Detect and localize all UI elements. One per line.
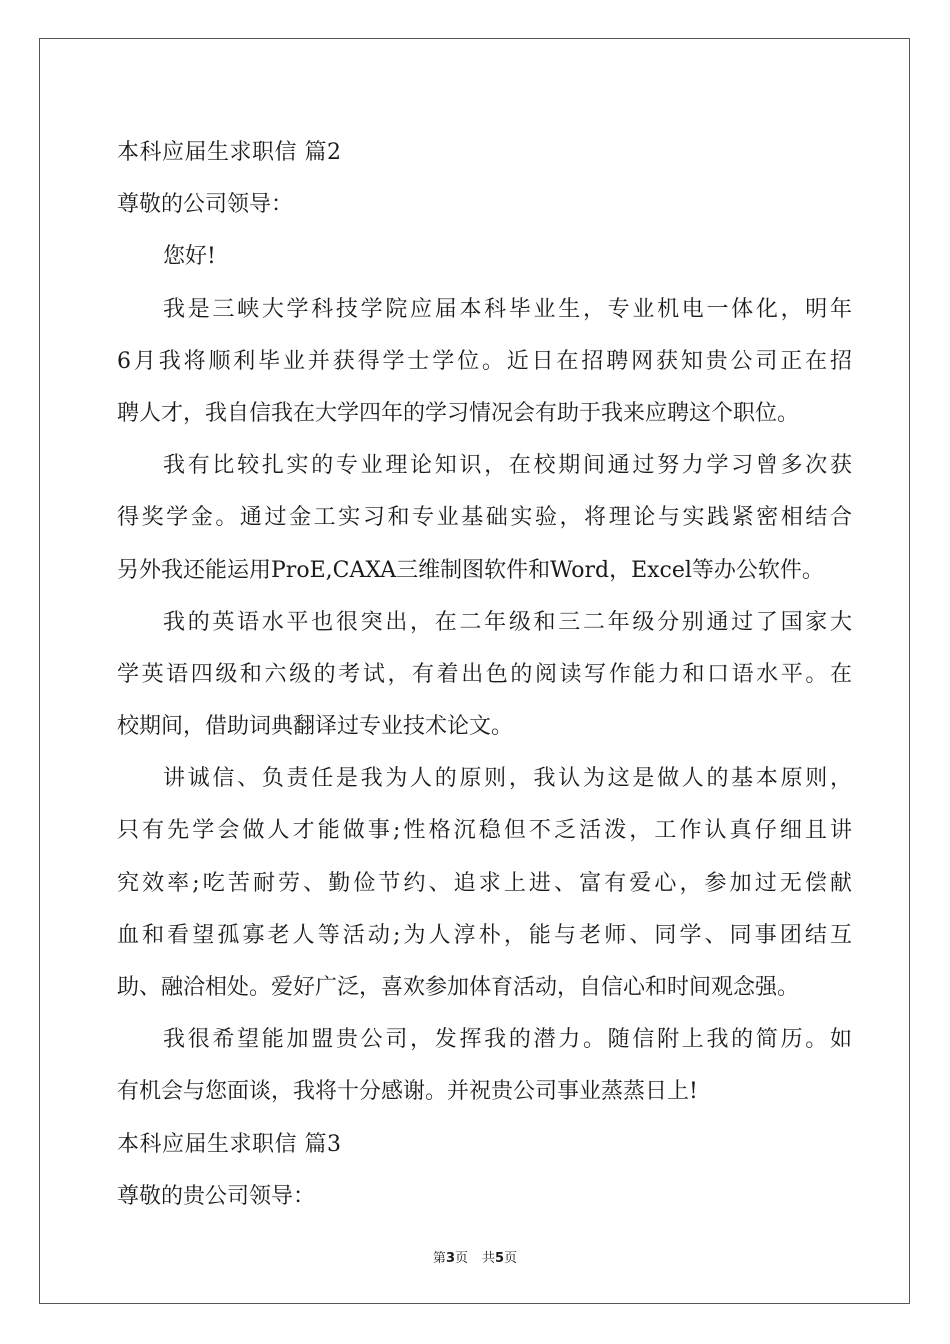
paragraph-2-line-1: 我有比较扎实的专业理论知识，在校期间通过努力学习曾多次获 (163, 453, 852, 479)
section-heading-2: 本科应届生求职信 篇2 (117, 140, 342, 165)
paragraph-1-line-2: 6月我将顺利毕业并获得学士学位。近日在招聘网获知贵公司正在招 (117, 348, 852, 374)
greeting: 您好! (163, 244, 216, 270)
paragraph-5-line-1: 我很希望能加盟贵公司，发挥我的潜力。随信附上我的简历。如 (163, 1027, 852, 1053)
paragraph-3-line-1: 我的英语水平也很突出，在二年级和三二年级分别通过了国家大 (163, 609, 852, 635)
footer-total-prefix: 共 (482, 1251, 496, 1266)
paragraph-4-line-4: 血和看望孤寡老人等活动;为人淳朴，能与老师、同学、同事团结互 (117, 922, 852, 948)
letter-body (117, 127, 852, 1223)
footer-page-suffix: 页 (454, 1251, 468, 1266)
paragraph-4-line-2: 只有先学会做人才能做事;性格沉稳但不乏活泼，工作认真仔细且讲 (117, 818, 852, 844)
paragraph-2-line-3: 另外我还能运用ProE,CAXA三维制图软件和Word，Excel等办公软件。 (117, 557, 824, 583)
paragraph-3-line-2: 学英语四级和六级的考试，有着出色的阅读写作能力和口语水平。在 (117, 661, 852, 687)
paragraph-1-line-1: 我是三峡大学科技学院应届本科毕业生，专业机电一体化，明年 (163, 296, 852, 322)
footer-page-current: 3 (445, 1251, 455, 1266)
section-heading-3: 本科应届生求职信 篇3 (117, 1131, 342, 1157)
footer-total-suffix: 页 (504, 1251, 518, 1266)
footer-page-prefix: 第 (432, 1251, 446, 1266)
paragraph-4-line-5: 助、融洽相处。爱好广泛，喜欢参加体育活动，自信心和时间观念强。 (117, 975, 800, 1000)
paragraph-4-line-3: 究效率;吃苦耐劳、勤俭节约、追求上进、富有爱心，参加过无偿献 (117, 870, 852, 896)
paragraph-2-line-2: 得奖学金。通过金工实习和专业基础实验，将理论与实践紧密相结合 (117, 505, 852, 531)
salutation-1: 尊敬的公司领导： (117, 192, 294, 218)
page-footer (0, 1247, 950, 1266)
paragraph-4-line-1: 讲诚信、负责任是我为人的原则，我认为这是做人的基本原则， (163, 766, 852, 792)
salutation-2: 尊敬的贵公司领导： (117, 1183, 316, 1209)
paragraph-1-line-3: 聘人才，我自信我在大学四年的学习情况会有助于我来应聘这个职位。 (117, 400, 800, 426)
footer-page-total: 5 (495, 1251, 505, 1266)
paragraph-3-line-3: 校期间，借助词典翻译过专业技术论文。 (117, 714, 514, 740)
paragraph-5-line-2: 有机会与您面谈，我将十分感谢。并祝贵公司事业蒸蒸日上! (117, 1079, 698, 1105)
